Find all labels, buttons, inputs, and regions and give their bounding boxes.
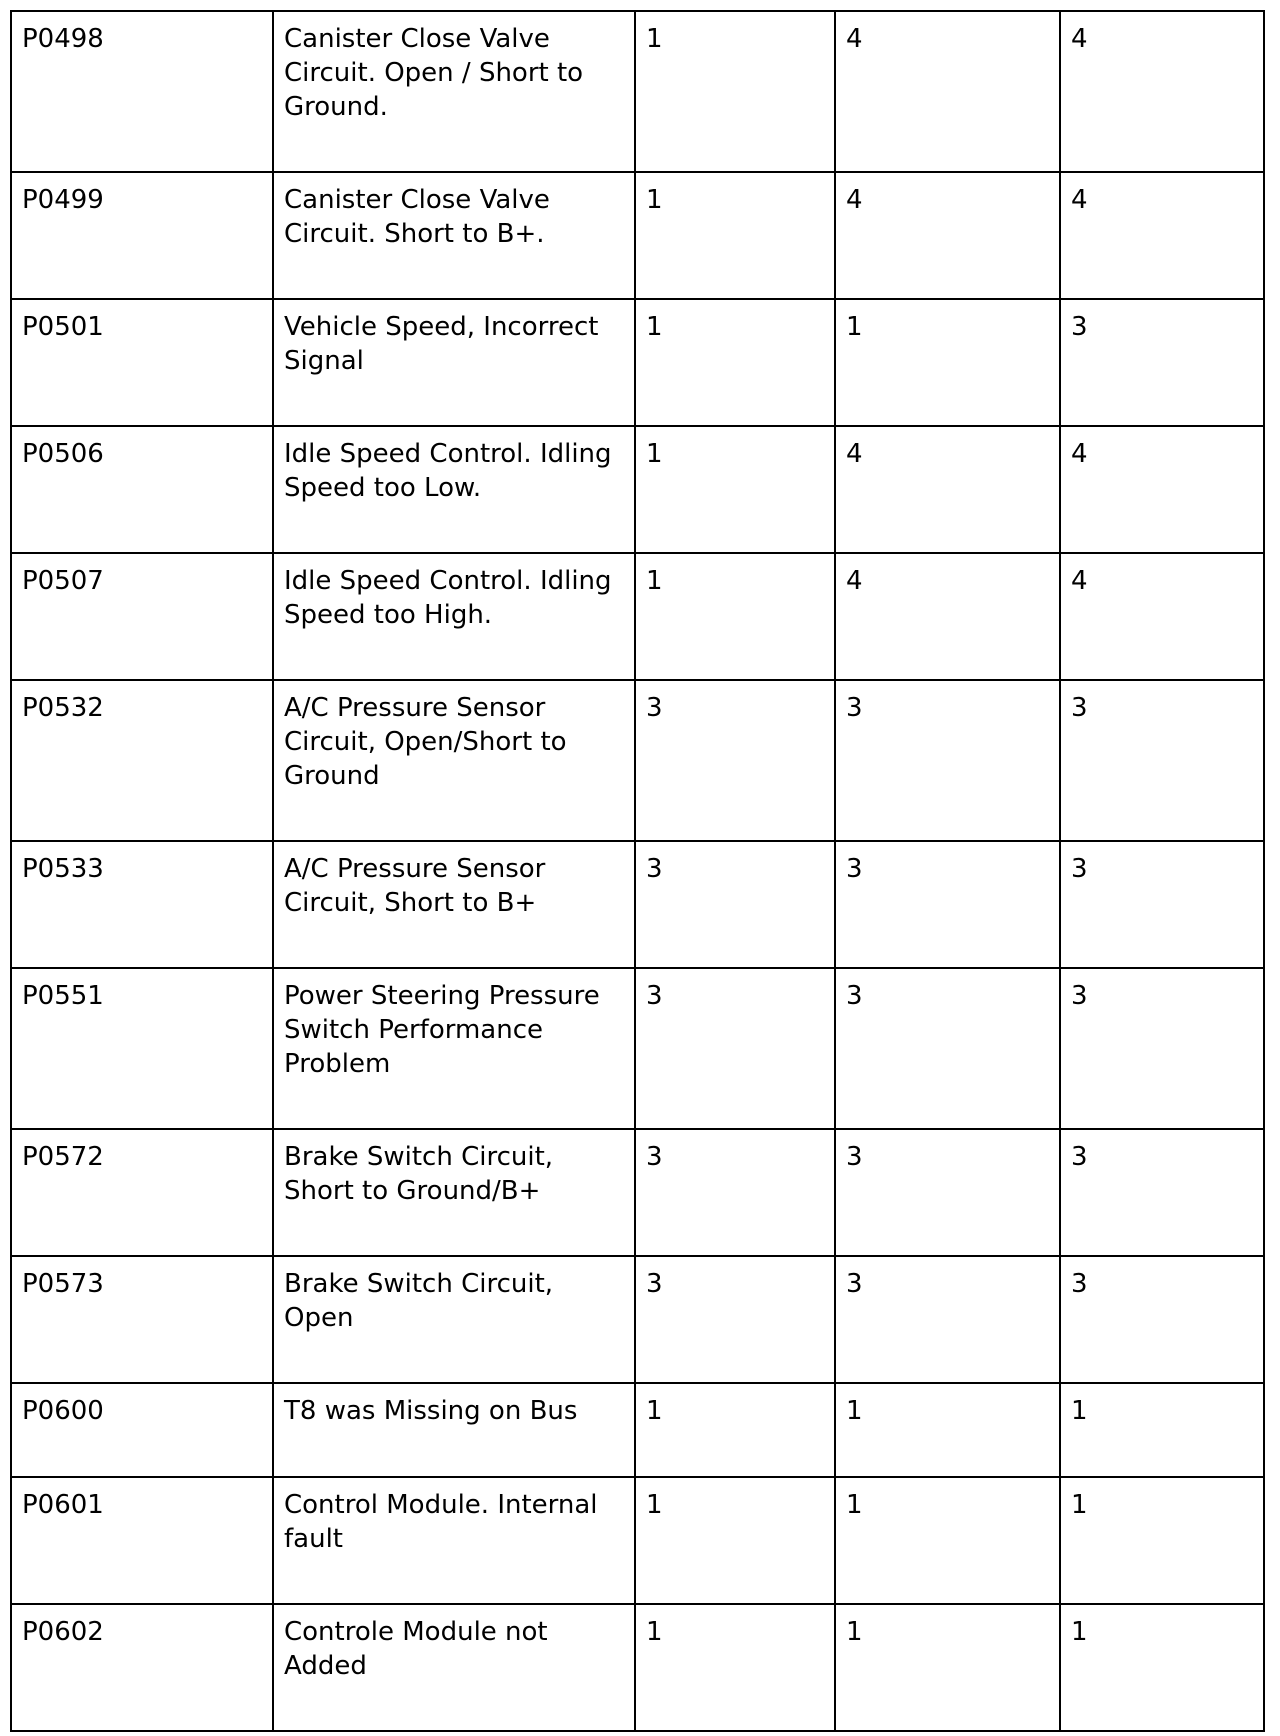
value-cell-3: 4 xyxy=(1060,553,1264,680)
description-cell: A/C Pressure Sensor Circuit, Short to B+ xyxy=(273,841,635,968)
value-cell-3: 3 xyxy=(1060,680,1264,841)
value-cell-2: 4 xyxy=(835,11,1060,172)
value-cell-3: 4 xyxy=(1060,172,1264,299)
value-cell-3: 4 xyxy=(1060,426,1264,553)
value-cell-3: 3 xyxy=(1060,299,1264,426)
fault-code-table-body xyxy=(11,11,1264,1731)
table-row xyxy=(11,1604,1264,1731)
code-cell: P0601 xyxy=(11,1477,273,1604)
code-cell: P0600 xyxy=(11,1383,273,1477)
code-cell: P0532 xyxy=(11,680,273,841)
description-cell: A/C Pressure Sensor Circuit, Open/Short to Ground xyxy=(273,680,635,841)
value-cell-2: 3 xyxy=(835,841,1060,968)
table-row xyxy=(11,1383,1264,1477)
value-cell-3: 3 xyxy=(1060,968,1264,1129)
value-cell-1: 3 xyxy=(635,1129,835,1256)
table-row xyxy=(11,1256,1264,1383)
value-cell-1: 1 xyxy=(635,1477,835,1604)
value-cell-1: 3 xyxy=(635,1256,835,1383)
code-cell: P0551 xyxy=(11,968,273,1129)
description-cell: T8 was Missing on Bus xyxy=(273,1383,635,1477)
description-cell: Idle Speed Control. Idling Speed too Low. xyxy=(273,426,635,553)
value-cell-1: 3 xyxy=(635,680,835,841)
value-cell-1: 1 xyxy=(635,1383,835,1477)
description-cell: Idle Speed Control. Idling Speed too High. xyxy=(273,553,635,680)
table-row xyxy=(11,680,1264,841)
description-cell: Control Module. Internal fault xyxy=(273,1477,635,1604)
value-cell-2: 3 xyxy=(835,968,1060,1129)
value-cell-1: 1 xyxy=(635,172,835,299)
code-cell: P0602 xyxy=(11,1604,273,1731)
table-row xyxy=(11,299,1264,426)
table-row xyxy=(11,11,1264,172)
description-cell: Vehicle Speed, Incorrect Signal xyxy=(273,299,635,426)
table-row xyxy=(11,841,1264,968)
value-cell-2: 1 xyxy=(835,1383,1060,1477)
value-cell-3: 1 xyxy=(1060,1477,1264,1604)
description-cell: Brake Switch Circuit, Short to Ground/B+ xyxy=(273,1129,635,1256)
code-cell: P0506 xyxy=(11,426,273,553)
table-row xyxy=(11,968,1264,1129)
code-cell: P0498 xyxy=(11,11,273,172)
code-cell: P0572 xyxy=(11,1129,273,1256)
description-cell: Brake Switch Circuit, Open xyxy=(273,1256,635,1383)
value-cell-2: 3 xyxy=(835,1256,1060,1383)
value-cell-2: 4 xyxy=(835,426,1060,553)
code-cell: P0499 xyxy=(11,172,273,299)
value-cell-3: 1 xyxy=(1060,1604,1264,1731)
value-cell-3: 3 xyxy=(1060,1256,1264,1383)
fault-code-table xyxy=(10,10,1265,1732)
value-cell-1: 3 xyxy=(635,841,835,968)
table-row xyxy=(11,1129,1264,1256)
value-cell-1: 1 xyxy=(635,426,835,553)
table-row xyxy=(11,426,1264,553)
table-row xyxy=(11,172,1264,299)
value-cell-2: 4 xyxy=(835,172,1060,299)
value-cell-3: 3 xyxy=(1060,1129,1264,1256)
value-cell-2: 1 xyxy=(835,299,1060,426)
value-cell-2: 1 xyxy=(835,1477,1060,1604)
value-cell-3: 4 xyxy=(1060,11,1264,172)
code-cell: P0501 xyxy=(11,299,273,426)
table-row xyxy=(11,553,1264,680)
table-row xyxy=(11,1477,1264,1604)
value-cell-1: 1 xyxy=(635,553,835,680)
value-cell-1: 1 xyxy=(635,299,835,426)
code-cell: P0533 xyxy=(11,841,273,968)
description-cell: Canister Close Valve Circuit. Short to B+. xyxy=(273,172,635,299)
value-cell-1: 1 xyxy=(635,1604,835,1731)
code-cell: P0573 xyxy=(11,1256,273,1383)
value-cell-2: 3 xyxy=(835,680,1060,841)
value-cell-3: 3 xyxy=(1060,841,1264,968)
description-cell: Power Steering Pressure Switch Performance Problem xyxy=(273,968,635,1129)
value-cell-2: 4 xyxy=(835,553,1060,680)
value-cell-2: 3 xyxy=(835,1129,1060,1256)
description-cell: Controle Module not Added xyxy=(273,1604,635,1731)
value-cell-1: 3 xyxy=(635,968,835,1129)
value-cell-3: 1 xyxy=(1060,1383,1264,1477)
value-cell-1: 1 xyxy=(635,11,835,172)
description-cell: Canister Close Valve Circuit. Open / Short to Ground. xyxy=(273,11,635,172)
value-cell-2: 1 xyxy=(835,1604,1060,1731)
code-cell: P0507 xyxy=(11,553,273,680)
